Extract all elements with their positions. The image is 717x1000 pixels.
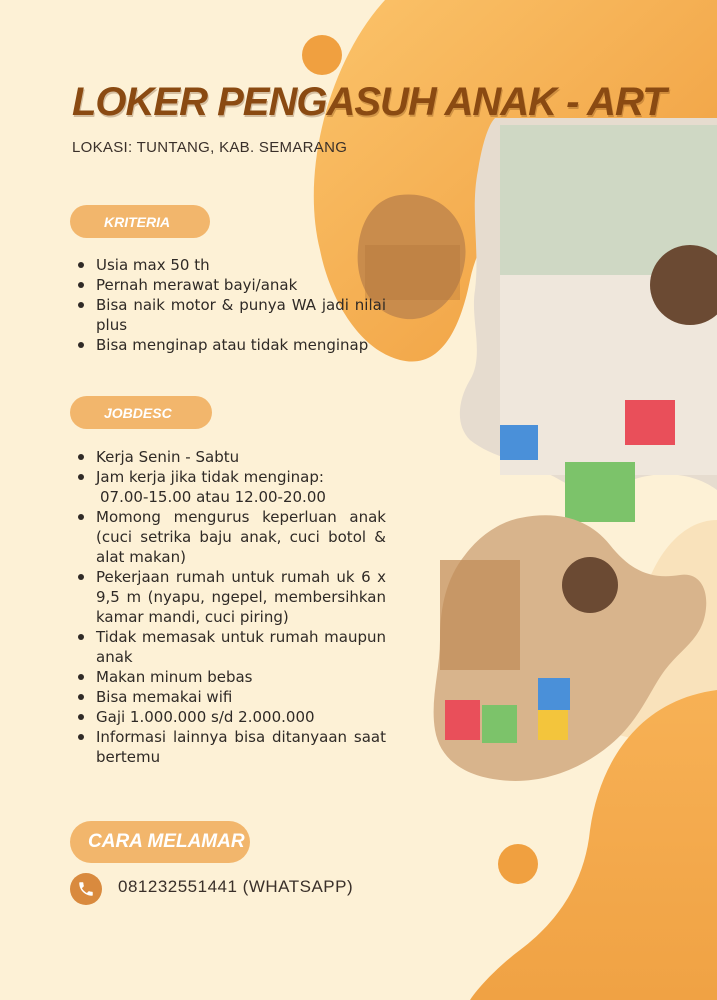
jobdesc-list [76, 447, 386, 767]
photo-top-block-2 [500, 425, 538, 460]
list-item: Bisa menginap atau tidak menginap [76, 335, 386, 355]
list-item: Pekerjaan rumah untuk rumah uk 6 x 9,5 m (nyapu, ngepel, membersihkan kamar mandi, cuci piring) [76, 567, 386, 627]
photo-top-block-1 [625, 400, 675, 445]
page-title: LOKER PENGASUH ANAK - ART [72, 80, 666, 124]
list-item: Pernah merawat bayi/anak [76, 275, 386, 295]
list-item: Informasi lainnya bisa ditanyaan saat bertemu [76, 727, 386, 767]
dot-bottom [498, 844, 538, 884]
list-item: Tidak memasak untuk rumah maupun anak [76, 627, 386, 667]
list-item: Bisa naik motor & punya WA jadi nilai plus [76, 295, 386, 335]
list-item: Bisa memakai wifi [76, 687, 386, 707]
photo-bottom-block-3 [538, 678, 570, 710]
list-item: Kerja Senin - Sabtu [76, 447, 386, 467]
list-item: 07.00-15.00 atau 12.00-20.00 [100, 488, 326, 506]
phone-glyph [77, 880, 95, 898]
jobdesc-label: JOBDESC [70, 396, 212, 429]
list-item: Makan minum bebas [76, 667, 386, 687]
apply-label: CARA MELAMAR [70, 821, 250, 863]
photo-bottom-block-2 [482, 705, 517, 743]
list-item: Momong mengurus keperluan anak (cuci setrika baju anak, cuci botol & alat makan) [76, 507, 386, 567]
list-item: Jam kerja jika tidak menginap: [76, 467, 386, 487]
phone-icon[interactable] [70, 873, 102, 905]
list-item: Gaji 1.000.000 s/d 2.000.000 [76, 707, 386, 727]
contact-phone[interactable]: 081232551441 (WHATSAPP) [118, 877, 354, 896]
location-text: LOKASI: TUNTANG, KAB. SEMARANG [72, 139, 348, 156]
photo-top-block-3 [565, 462, 635, 522]
photo-bottom-block-4 [538, 710, 568, 740]
photo-bottom-shelf [440, 560, 520, 670]
dot-top [302, 35, 342, 75]
list-item: Usia max 50 th [76, 255, 386, 275]
photo-bottom-block-1 [445, 700, 480, 740]
photo-bottom-person [562, 557, 618, 613]
kriteria-label: KRITERIA [70, 205, 210, 238]
kriteria-list [76, 255, 386, 355]
